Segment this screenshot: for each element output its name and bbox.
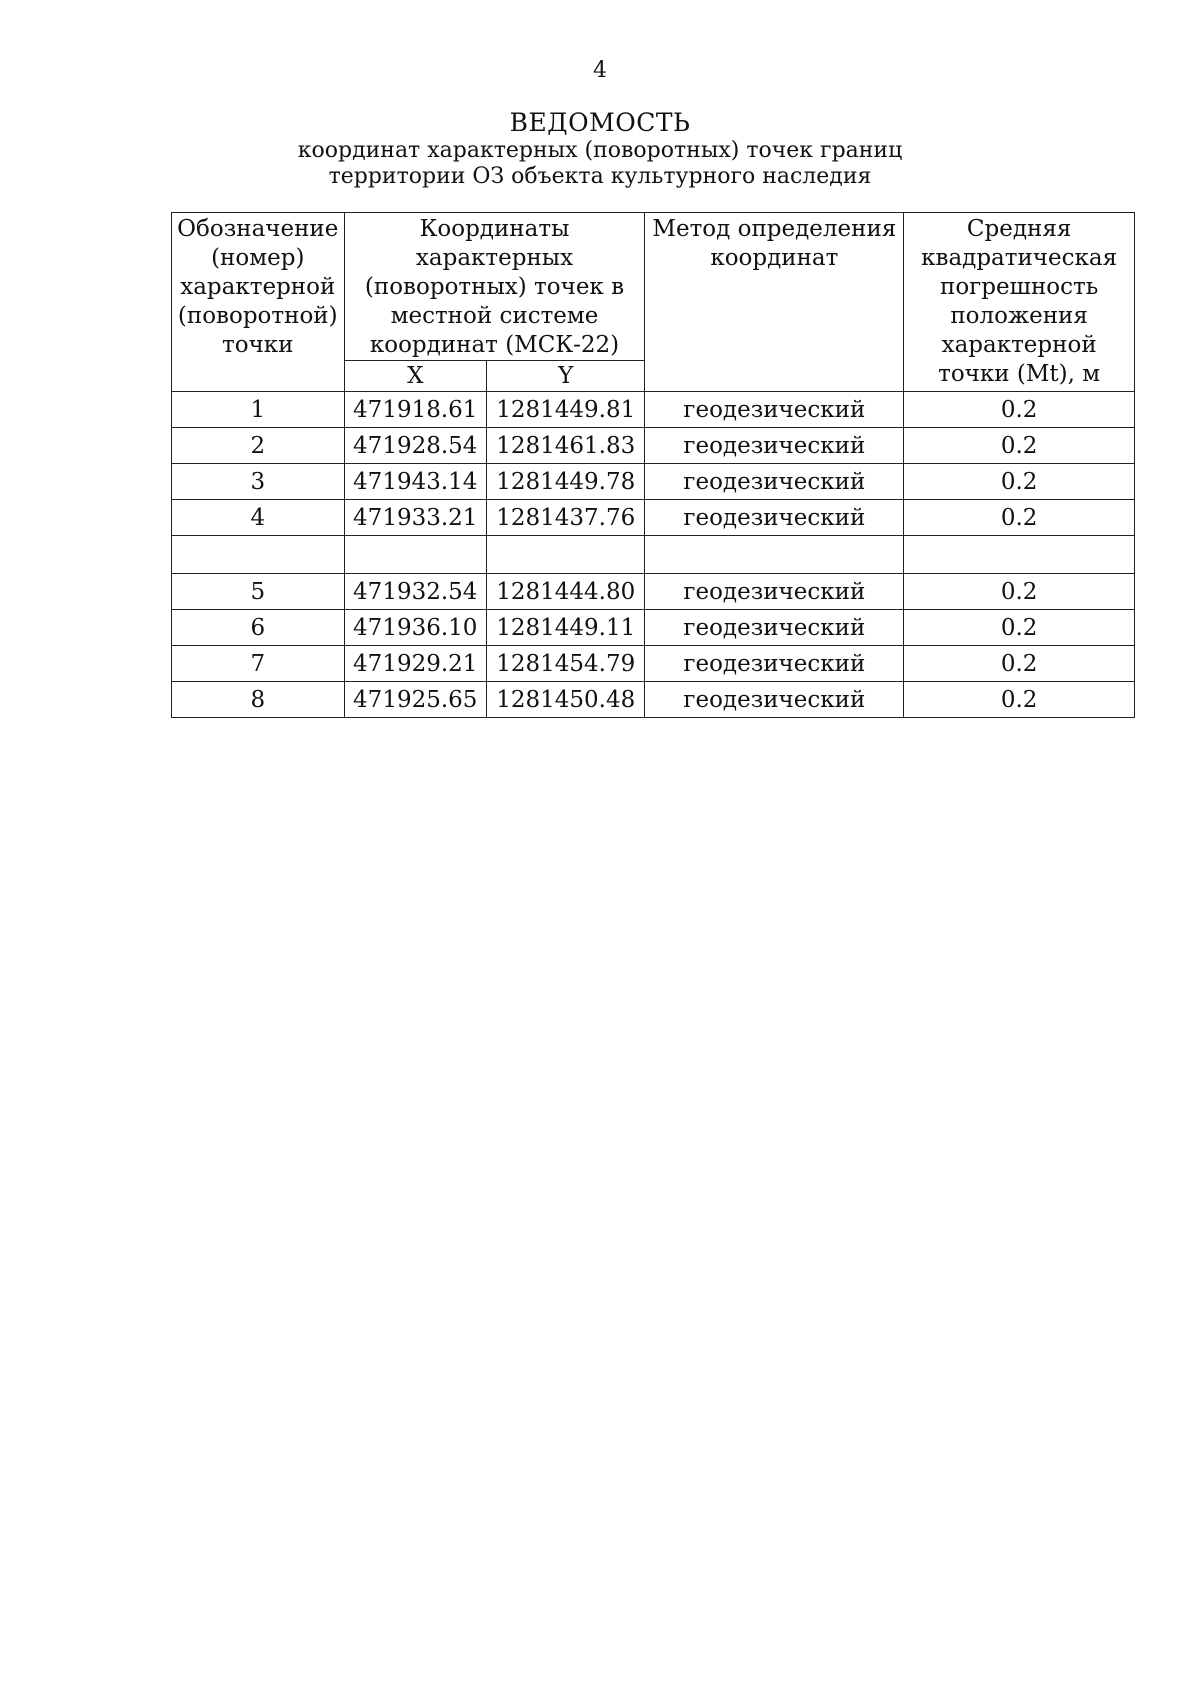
cell-method: геодезический	[645, 428, 904, 464]
cell-x: 471933.21	[344, 500, 486, 536]
table-row	[172, 682, 1135, 718]
cell-point-number	[172, 536, 345, 574]
cell-x: 471928.54	[344, 428, 486, 464]
table-row	[172, 646, 1135, 682]
cell-y	[486, 536, 644, 574]
cell-point-number: 5	[172, 574, 345, 610]
cell-y: 1281449.78	[486, 464, 644, 500]
cell-point-number: 8	[172, 682, 345, 718]
cell-method	[645, 536, 904, 574]
cell-method: геодезический	[645, 392, 904, 428]
cell-error: 0.2	[904, 428, 1135, 464]
cell-x: 471943.14	[344, 464, 486, 500]
header-x: X	[344, 361, 486, 392]
cell-error: 0.2	[904, 646, 1135, 682]
cell-x: 471918.61	[344, 392, 486, 428]
header-method: Метод определения координат	[645, 213, 904, 392]
table-row	[172, 500, 1135, 536]
cell-method: геодезический	[645, 682, 904, 718]
header-y: Y	[486, 361, 644, 392]
document-subtitle-line-2: территории ОЗ объекта культурного наследия	[328, 164, 872, 189]
table-row	[172, 610, 1135, 646]
cell-method: геодезический	[645, 500, 904, 536]
cell-point-number: 3	[172, 464, 345, 500]
coordinates-table	[171, 212, 1135, 718]
cell-point-number: 7	[172, 646, 345, 682]
document-title: ВЕДОМОСТЬ	[509, 108, 691, 137]
cell-y: 1281454.79	[486, 646, 644, 682]
cell-x: 471932.54	[344, 574, 486, 610]
cell-method: геодезический	[645, 464, 904, 500]
cell-error: 0.2	[904, 574, 1135, 610]
page-number: 4	[593, 58, 607, 83]
cell-y: 1281449.81	[486, 392, 644, 428]
table-row-empty	[172, 536, 1135, 574]
table-row	[172, 428, 1135, 464]
cell-point-number: 6	[172, 610, 345, 646]
cell-error: 0.2	[904, 392, 1135, 428]
cell-method: геодезический	[645, 646, 904, 682]
cell-error: 0.2	[904, 464, 1135, 500]
cell-error: 0.2	[904, 500, 1135, 536]
cell-y: 1281450.48	[486, 682, 644, 718]
cell-x: 471936.10	[344, 610, 486, 646]
document-subtitle-line-1: координат характерных (поворотных) точек границ	[297, 138, 903, 163]
header-error: Средняя квадратическая погрешность положения характерной точки (Mt), м	[904, 213, 1135, 392]
header-point-designation: Обозначение (номер) характерной (поворотной) точки	[172, 213, 345, 392]
cell-error: 0.2	[904, 610, 1135, 646]
header-coordinates: Координаты характерных (поворотных) точек в местной системе координат (МСК-22)	[344, 213, 645, 361]
cell-y: 1281449.11	[486, 610, 644, 646]
cell-point-number: 2	[172, 428, 345, 464]
cell-error: 0.2	[904, 682, 1135, 718]
cell-y: 1281444.80	[486, 574, 644, 610]
cell-method: геодезический	[645, 574, 904, 610]
cell-method: геодезический	[645, 610, 904, 646]
cell-x: 471925.65	[344, 682, 486, 718]
cell-point-number: 1	[172, 392, 345, 428]
document-subtitle	[200, 138, 1000, 190]
cell-error	[904, 536, 1135, 574]
cell-point-number: 4	[172, 500, 345, 536]
table-row	[172, 392, 1135, 428]
cell-y: 1281437.76	[486, 500, 644, 536]
table-row	[172, 464, 1135, 500]
cell-x	[344, 536, 486, 574]
cell-x: 471929.21	[344, 646, 486, 682]
cell-y: 1281461.83	[486, 428, 644, 464]
table-row	[172, 574, 1135, 610]
